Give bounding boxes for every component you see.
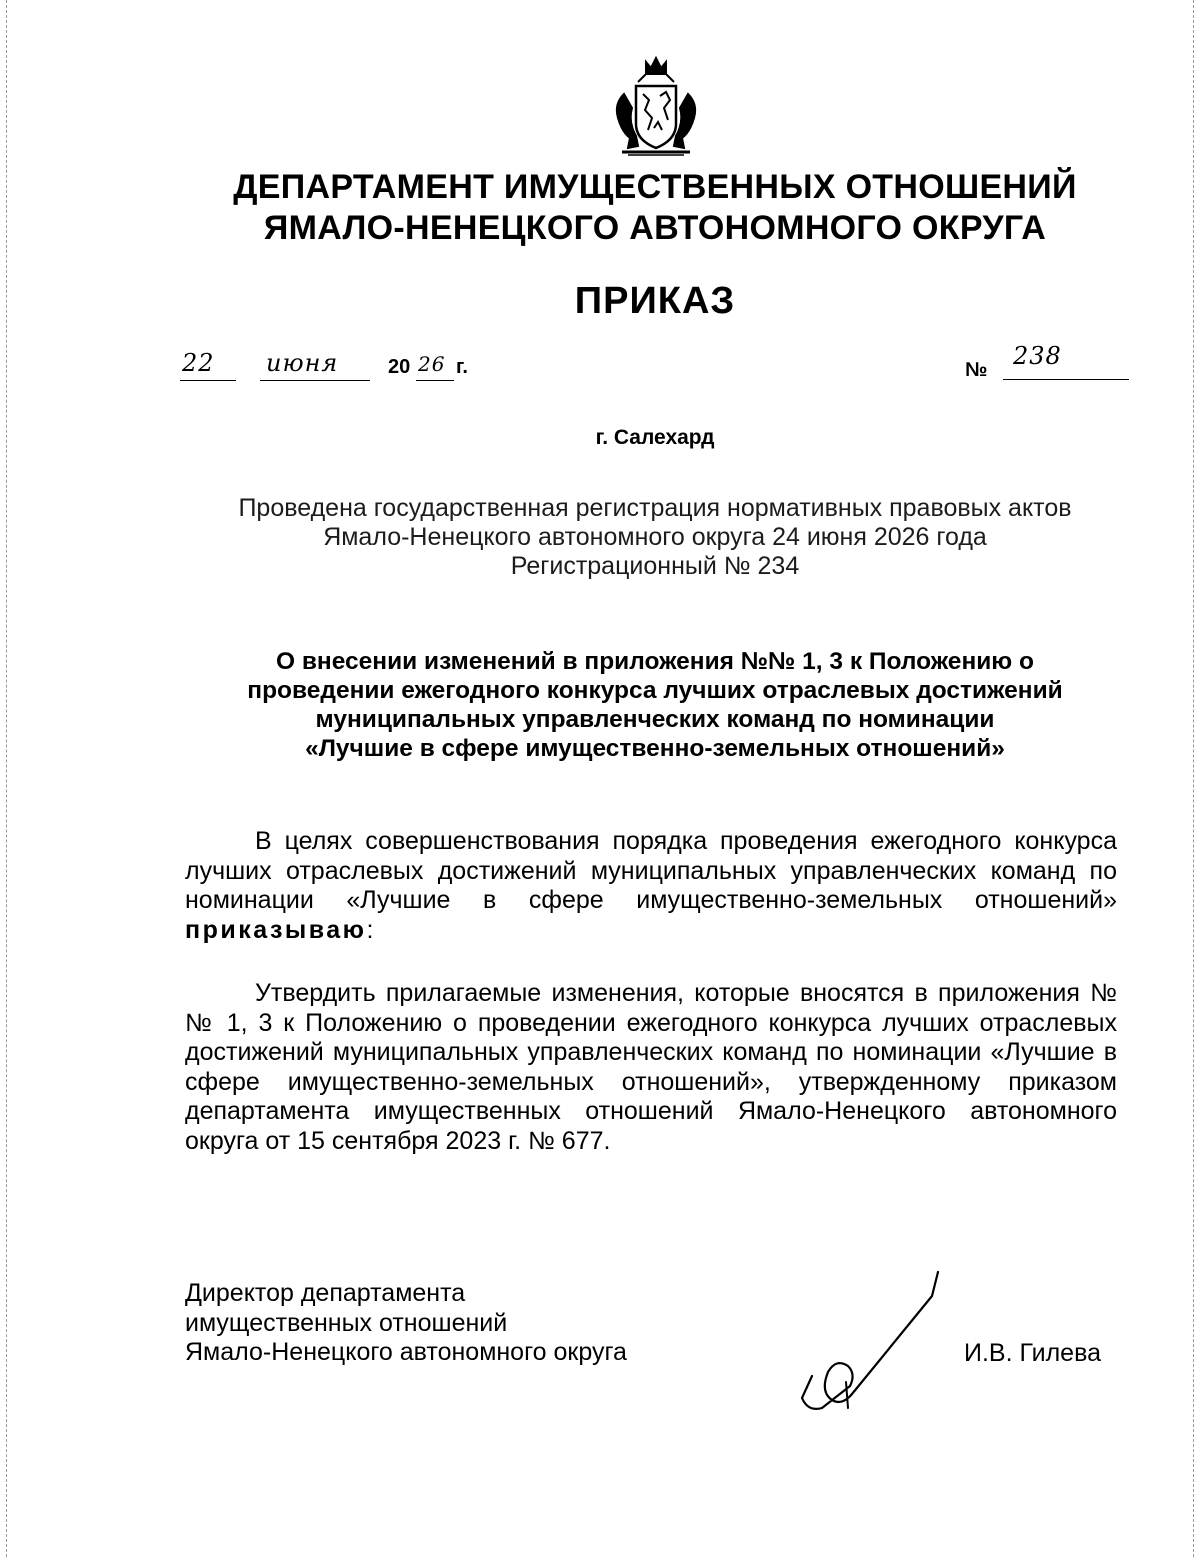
order-verb: приказываю (185, 915, 367, 944)
number-sign: № (965, 359, 988, 381)
order-number (965, 342, 1130, 386)
signer-name: И.В. Гилева (964, 1339, 1101, 1367)
signer-title-line-3: Ямало-Ненецкого автономного округа (185, 1338, 627, 1367)
department-line-2: ЯМАЛО-НЕНЕЦКОГО АВТОНОМНОГО ОКРУГА (263, 209, 1047, 247)
preamble-text: В целях совершенствования порядка проведения ежегодного конкурса лучших отраслевых достижений муниципальных управленческих команд по номинации «Лучшие в сфере имущественно-земельных отношений» (185, 827, 1117, 915)
operative-text: Утвердить прилагаемые изменения, которые вносятся в приложения №№ 1, 3 к Положению о проведении ежегодного конкурса лучших отраслевых достижений муниципальных управленческих команд по номинации «Лучшие в сфере имущественно-земельных отношений», утвержденному приказом департамента имущественных отношений Ямало-Ненецкого автономного округа от 15 сентября 2023 г. № 677. (185, 979, 1117, 1155)
order-date (180, 348, 480, 388)
handwritten-signature (792, 1266, 952, 1416)
date-month-handwritten: июня (266, 349, 339, 377)
date-year-suffix: г. (456, 356, 468, 378)
registration-line-2: Ямало-Ненецкого автономного округа 24 июня 2026 года (323, 523, 987, 551)
department-name (150, 167, 1160, 249)
order-subject (150, 647, 1160, 763)
date-year-prefix: 20 (388, 356, 411, 378)
number-field (1003, 342, 1129, 380)
registration-stamp (120, 494, 1190, 581)
subject-line-1: О внесении изменений в приложения №№ 1, 3 к Положению о (276, 648, 1034, 675)
city-line: г. Салехард (595, 426, 715, 449)
registration-line-1: Проведена государственная регистрация нормативных правовых актов (238, 494, 1072, 522)
left-scan-edge (6, 0, 7, 1557)
preamble-colon: : (366, 915, 374, 944)
registration-line-3: Регистрационный № 234 (510, 552, 800, 580)
date-month-field (260, 348, 370, 381)
subject-line-2: проведении ежегодного конкурса лучших отраслевых достижений (247, 677, 1063, 704)
document-type-title: ПРИКАЗ (574, 280, 736, 322)
date-day-field (180, 348, 236, 381)
signer-title (185, 1279, 627, 1368)
date-year-field (416, 348, 454, 381)
number-handwritten: 238 (1013, 342, 1062, 370)
subject-line-3: муниципальных управленческих команд по номинации (315, 706, 995, 733)
signer-title-line-2: имущественных отношений (185, 1308, 508, 1337)
department-line-1: ДЕПАРТАМЕНТ ИМУЩЕСТВЕННЫХ ОТНОШЕНИЙ (233, 168, 1077, 206)
subject-line-4: «Лучшие в сфере имущественно-земельных отношений» (305, 735, 1005, 762)
operative-paragraph (185, 979, 1117, 1157)
preamble-paragraph (185, 827, 1117, 945)
right-scan-edge (1193, 0, 1194, 1557)
date-day-handwritten: 22 (182, 349, 215, 377)
coat-of-arms-icon (608, 52, 704, 158)
signer-title-line-1: Директор департамента (185, 1279, 466, 1307)
date-year-handwritten: 26 (418, 352, 446, 376)
